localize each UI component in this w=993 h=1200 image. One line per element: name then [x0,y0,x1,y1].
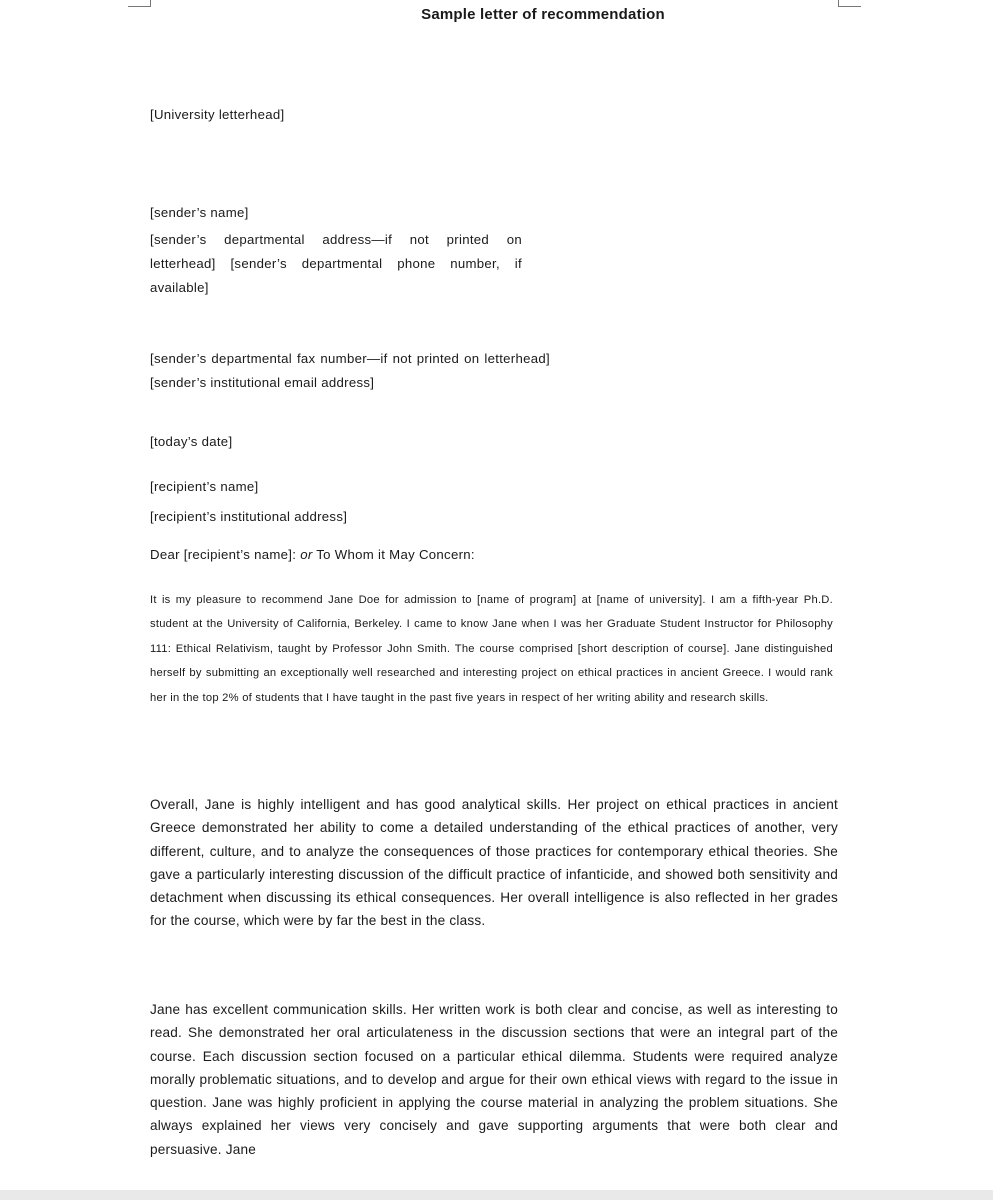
letter-date: [today’s date] [150,434,233,449]
document-title: Sample letter of recommendation [421,6,665,23]
recipient-address: [recipient’s institutional address] [150,509,348,524]
sender-name: [sender’s name] [150,205,249,220]
body-paragraph-3: Jane has excellent communication skills. Her written work is both clear and concise, as well as interesting to read. She demonstrated her oral articulateness in the discussion sections that were an integral part of the course. Each discussion section focused on a particular ethical dilemma. Students were required analyze morally problematic situations, and to develop and argue for their own ethical views with regard to the issue in question. Jane was highly proficient in applying the course material in analyzing the problem situations. She always explained her views very concisely and gave supporting arguments that were both clear and persuasive. Jane [150,1002,838,1157]
body-paragraph-2: Overall, Jane is highly intelligent and has good analytical skills. Her project on ethical practices in ancient Greece demonstrated her ability to come a detailed understanding of the ethical practices of another, very different, culture, and to analyze the consequences of those practices for contemporary ethical theories. She gave a particularly interesting discussion of the difficult practice of infanticide, and showed both sensitivity and detachment when discussing its ethical consequences. Her overall intelligence is also reflected in her grades for the course, which were by far the best in the class. [150,797,838,929]
sender-fax-email: [sender’s departmental fax number—if not printed on letterhead] [sender’s institutional email address] [150,351,550,390]
salutation-suffix: To Whom it May Concern: [316,547,475,562]
letterhead-placeholder: [University letterhead] [150,107,285,122]
recipient-name: [recipient’s name] [150,479,259,494]
salutation-or: or [300,547,313,562]
salutation-prefix: Dear [recipient’s name]: [150,547,297,562]
bottom-scroll-strip [0,1190,993,1200]
sender-address: [sender’s departmental address—if not printed on letterhead] [sender’s departmental phone number, if available] [150,232,522,295]
salutation [150,543,475,567]
body-paragraph-1: It is my pleasure to recommend Jane Doe for admission to [name of program] at [name of university]. I am a fifth-year Ph.D. student at the University of California, Berkeley. I came to know Jane when I was her Graduate Student Instructor for Philosophy 111: Ethical Relativism, taught by Professor John Smith. The course comprised [short description of course]. Jane distinguished herself by submitting an exceptionally well researched and interesting project on ethical practices in ancient Greece. I would rank her in the top 2% of students that I have taught in the past five years in respect of her writing ability and research skills. [150,594,833,704]
